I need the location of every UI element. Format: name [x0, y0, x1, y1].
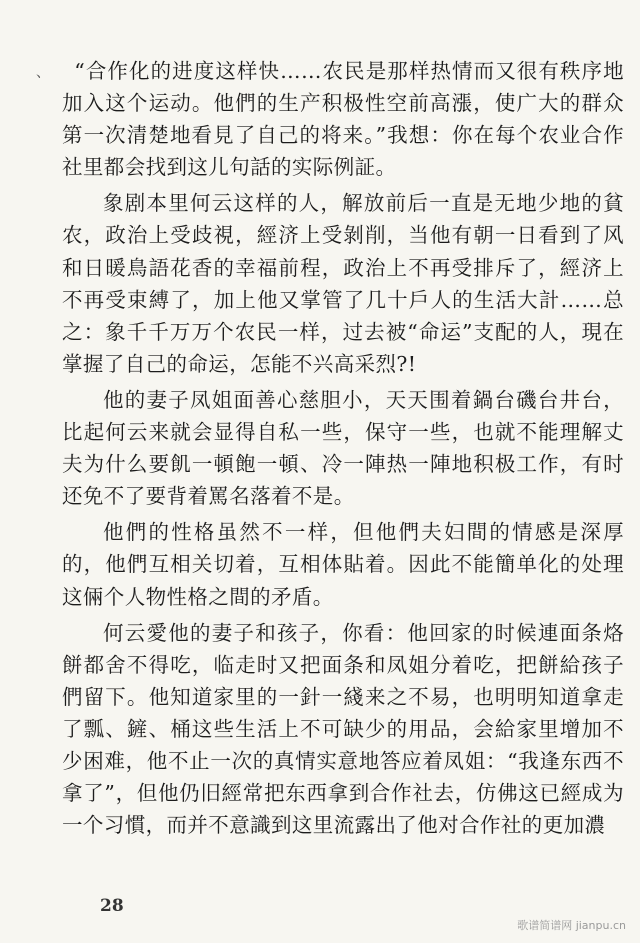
body-text [62, 55, 624, 845]
paragraph-3: 他的妻子凤姐面善心慈胆小，天天围着鍋台磯台井台，比起何云来就会显得自私一些，保守一些，也就不能理解丈夫为什么要飢一頓飽一頓、冷一陣热一陣地积极工作，有时还免不了要背着罵名落着不是。 [62, 387, 624, 509]
paragraph-4: 他們的性格虽然不一样，但他們夫妇間的情感是深厚的，他們互相关切着，互相体貼着。因此不能簡单化的处理这倆个人物性格之間的矛盾。 [62, 520, 624, 609]
paragraph-2: 象剧本里何云这样的人，解放前后一直是无地少地的貧农，政治上受歧視，經济上受剝削，当他有朝一日看到了风和日暖鳥語花香的幸福前程，政治上不再受排斥了，經济上不再受束縛了，加上他又掌管了几十戶人的生活大計……总之：象千千万万个农民一样，过去被“命运”支配的人，現在掌握了自己的命运，怎能不兴高采烈?! [62, 191, 624, 376]
site-watermark: 歌谱简谱网 jianpu.cn [517, 919, 626, 932]
page-number: 28 [100, 896, 124, 916]
paragraph-5: 何云愛他的妻子和孩子，你看：他回家的时候連面条烙餅都舍不得吃，临走时又把面条和凤姐分着吃，把餅給孩子們留下。他知道家里的一針一綫来之不易，也明明知道拿走了瓢、鏟、桶这些生活上不可缺少的用品，会給家里增加不少困难，他不止一次的真情实意地答应着凤姐：“我逢东西不拿了”，但他仍旧經常把东西拿到合作社去，仿佛这已經成为一个习慣，而并不意識到这里流露出了他对合作社的更加濃 [62, 620, 624, 838]
paragraph-1: “合作化的进度这样快……农民是那样热情而又很有秩序地加入这个运动。他們的生产积极性空前高漲，使广大的群众第一次清楚地看見了自己的将来。”我想：你在每个农业合作社里都会找到这儿句話的实际例証。 [62, 59, 624, 180]
scan-speck: 、 [36, 65, 50, 81]
